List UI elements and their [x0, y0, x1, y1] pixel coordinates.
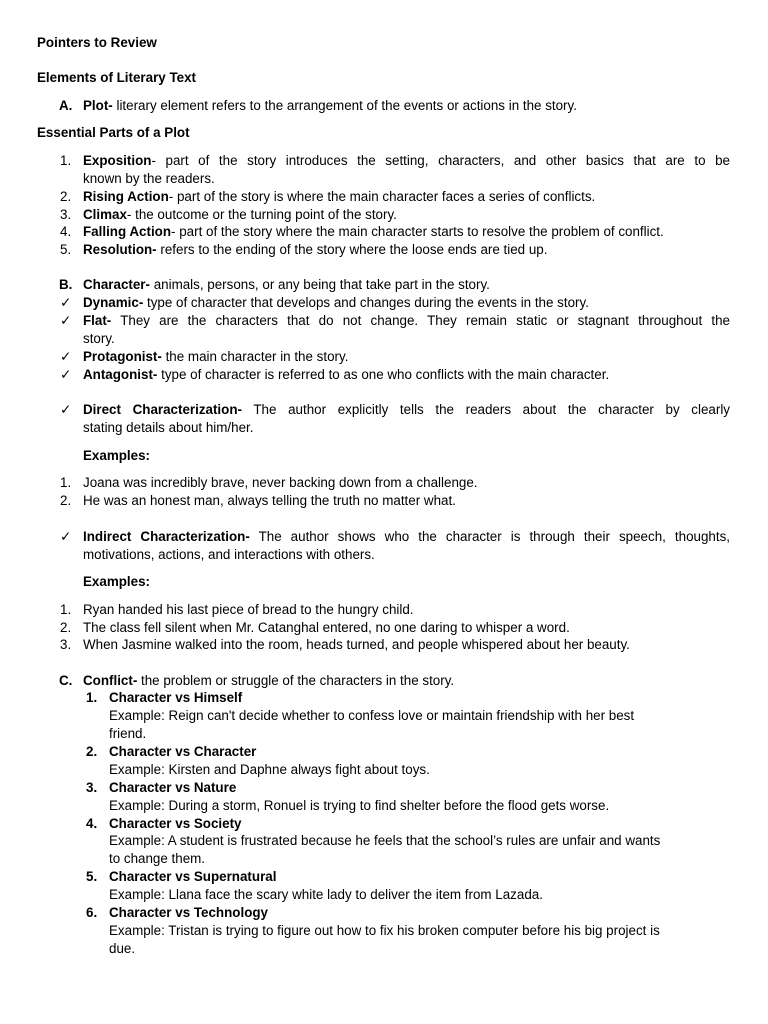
- character-definition: Character- animals, persons, or any being that take part in the story.: [83, 277, 490, 292]
- conflict-type-title: Character vs Supernatural: [109, 869, 277, 884]
- plot-part-resolution: Resolution- refers to the ending of the story where the loose ends are tied up.: [83, 242, 548, 257]
- conflict-example-cont: to change them.: [109, 851, 206, 866]
- direct-example: He was an honest man, always telling the truth no matter what.: [83, 493, 456, 508]
- check-icon: ✓: [60, 295, 72, 310]
- character-type-flat-cont: story.: [83, 331, 115, 346]
- conflict-example: Example: Reign can't decide whether to confess love or maintain friendship with her best: [109, 708, 635, 723]
- list-number: 1.: [86, 690, 98, 705]
- conflict-example: Example: A student is frustrated because he feels that the school’s rules are unfair and wants: [109, 833, 661, 848]
- check-icon: ✓: [60, 402, 72, 417]
- conflict-example-cont: due.: [109, 941, 136, 956]
- check-icon: ✓: [60, 367, 72, 382]
- list-number: 1.: [60, 475, 72, 490]
- conflict-marker: C.: [59, 673, 73, 688]
- direct-characterization-cont: stating details about him/her.: [83, 420, 254, 435]
- character-type-protagonist: Protagonist- the main character in the story.: [83, 349, 349, 364]
- plot-part-rising-action: Rising Action- part of the story is where the main character faces a series of conflicts.: [83, 189, 596, 204]
- examples-label: Examples:: [83, 448, 150, 463]
- section-title: Elements of Literary Text: [37, 70, 197, 85]
- list-number: 4.: [60, 224, 72, 239]
- list-number: 5.: [86, 869, 98, 884]
- plot-part-climax: Climax- the outcome or the turning point of the story.: [83, 207, 397, 222]
- conflict-example: Example: Tristan is trying to figure out how to fix his broken computer before his big project is: [109, 923, 660, 938]
- list-number: 2.: [60, 493, 72, 508]
- character-type-dynamic: Dynamic- type of character that develops and changes during the events in the story.: [83, 295, 589, 310]
- list-number: 2.: [60, 189, 72, 204]
- conflict-example: Example: Kirsten and Daphne always fight about toys.: [109, 762, 430, 777]
- conflict-type-title: Character vs Technology: [109, 905, 269, 920]
- character-marker: B.: [59, 277, 73, 292]
- list-number: 1.: [60, 602, 72, 617]
- page-heading: Pointers to Review: [37, 35, 157, 50]
- conflict-type-title: Character vs Character: [109, 744, 257, 759]
- conflict-type-title: Character vs Nature: [109, 780, 237, 795]
- plot-part-falling-action: Falling Action- part of the story where the main character starts to resolve the problem of conflict.: [83, 224, 664, 239]
- indirect-example: When Jasmine walked into the room, heads turned, and people whispered about her beauty.: [83, 637, 630, 652]
- check-icon: ✓: [60, 529, 72, 544]
- direct-characterization: Direct Characterization- The author explicitly tells the readers about the character by clearly: [83, 402, 731, 417]
- character-type-flat: Flat- They are the characters that do not change. They remain static or stagnant throughout the: [83, 313, 730, 328]
- indirect-example: The class fell silent when Mr. Catanghal entered, no one daring to whisper a word.: [83, 620, 570, 635]
- plot-parts-title: Essential Parts of a Plot: [37, 125, 190, 140]
- examples-label: Examples:: [83, 574, 150, 589]
- list-number: 2.: [86, 744, 98, 759]
- plot-definition: Plot- literary element refers to the arrangement of the events or actions in the story.: [83, 98, 577, 113]
- list-number: 4.: [86, 816, 98, 831]
- list-number: 5.: [60, 242, 72, 257]
- plot-marker: A.: [59, 98, 73, 113]
- indirect-example: Ryan handed his last piece of bread to the hungry child.: [83, 602, 414, 617]
- list-number: 2.: [60, 620, 72, 635]
- plot-part-exposition-cont: known by the readers.: [83, 171, 215, 186]
- list-number: 3.: [60, 637, 72, 652]
- check-icon: ✓: [60, 349, 72, 364]
- conflict-definition: Conflict- the problem or struggle of the characters in the story.: [83, 673, 455, 688]
- conflict-example-cont: friend.: [109, 726, 147, 741]
- character-type-antagonist: Antagonist- type of character is referred to as one who conflicts with the main character.: [83, 367, 610, 382]
- conflict-type-title: Character vs Society: [109, 816, 242, 831]
- conflict-example: Example: During a storm, Ronuel is trying to find shelter before the flood gets worse.: [109, 798, 610, 813]
- list-number: 3.: [86, 780, 98, 795]
- indirect-characterization: Indirect Characterization- The author shows who the character is through their speech, thoughts,: [83, 529, 730, 544]
- list-number: 6.: [86, 905, 98, 920]
- direct-example: Joana was incredibly brave, never backing down from a challenge.: [83, 475, 478, 490]
- indirect-characterization-cont: motivations, actions, and interactions with others.: [83, 547, 375, 562]
- list-number: 3.: [60, 207, 72, 222]
- check-icon: ✓: [60, 313, 72, 328]
- conflict-type-title: Character vs Himself: [109, 690, 243, 705]
- list-number: 1.: [60, 153, 72, 168]
- plot-part-exposition: Exposition- part of the story introduces the setting, characters, and other basics that are to be: [83, 153, 730, 168]
- conflict-example: Example: Llana face the scary white lady to deliver the item from Lazada.: [109, 887, 543, 902]
